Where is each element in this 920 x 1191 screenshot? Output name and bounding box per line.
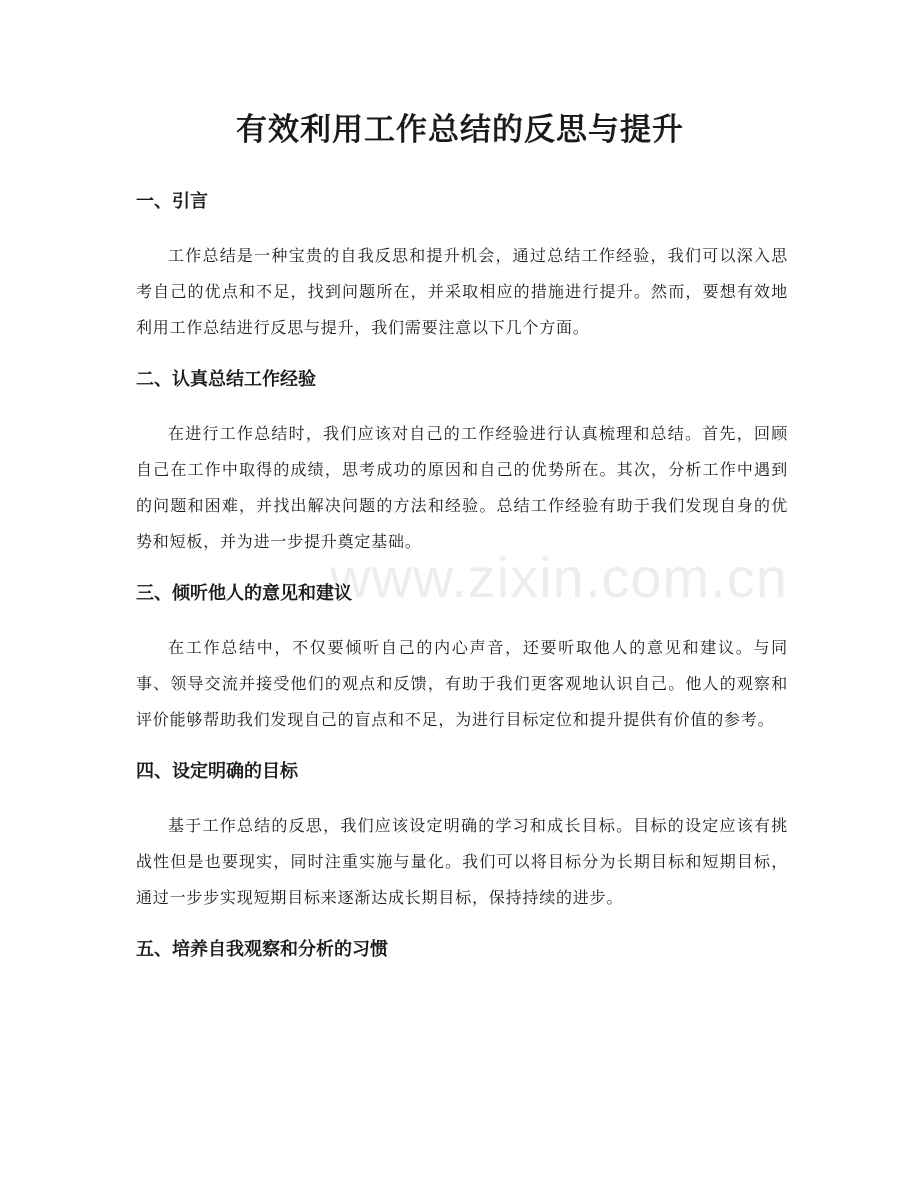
document-body [136,186,788,986]
section-listen-to-others [136,578,788,738]
section-paragraph: 基于工作总结的反思，我们应该设定明确的学习和成长目标。目标的设定应该有挑战性但是也要现实，同时注重实施与量化。我们可以将目标分为长期目标和短期目标，通过一步步实现短期目标来逐渐达成长期目标，保持持续的进步。 [136,816,788,907]
section-set-goals [136,756,788,916]
section-introduction [136,186,788,346]
document-title: 有效利用工作总结的反思与提升 [236,112,684,148]
section-heading: 五、培养自我观察和分析的习惯 [136,939,388,960]
section-self-observation [136,934,788,966]
section-summarize-experience [136,364,788,560]
section-heading: 一、引言 [136,191,208,212]
section-heading: 四、设定明确的目标 [136,761,298,782]
section-paragraph: 在工作总结中，不仅要倾听自己的内心声音，还要听取他人的意见和建议。与同事、领导交流并接受他们的观点和反馈，有助于我们更客观地认识自己。他人的观察和评价能够帮助我们发现自己的盲点和不足，为进行目标定位和提升提供有价值的参考。 [136,638,788,729]
section-paragraph: 在进行工作总结时，我们应该对自己的工作经验进行认真梳理和总结。首先，回顾自己在工作中取得的成绩，思考成功的原因和自己的优势所在。其次，分析工作中遇到的问题和困难，并找出解决问题的方法和经验。总结工作经验有助于我们发现自身的优势和短板，并为进一步提升奠定基础。 [136,424,788,551]
section-heading: 二、认真总结工作经验 [136,369,316,390]
watermark-text: www.zixin.com.cn [330,546,788,609]
section-heading: 三、倾听他人的意见和建议 [136,583,352,604]
section-paragraph: 工作总结是一种宝贵的自我反思和提升机会，通过总结工作经验，我们可以深入思考自己的优点和不足，找到问题所在，并采取相应的措施进行提升。然而，要想有效地利用工作总结进行反思与提升，我们需要注意以下几个方面。 [136,246,788,337]
